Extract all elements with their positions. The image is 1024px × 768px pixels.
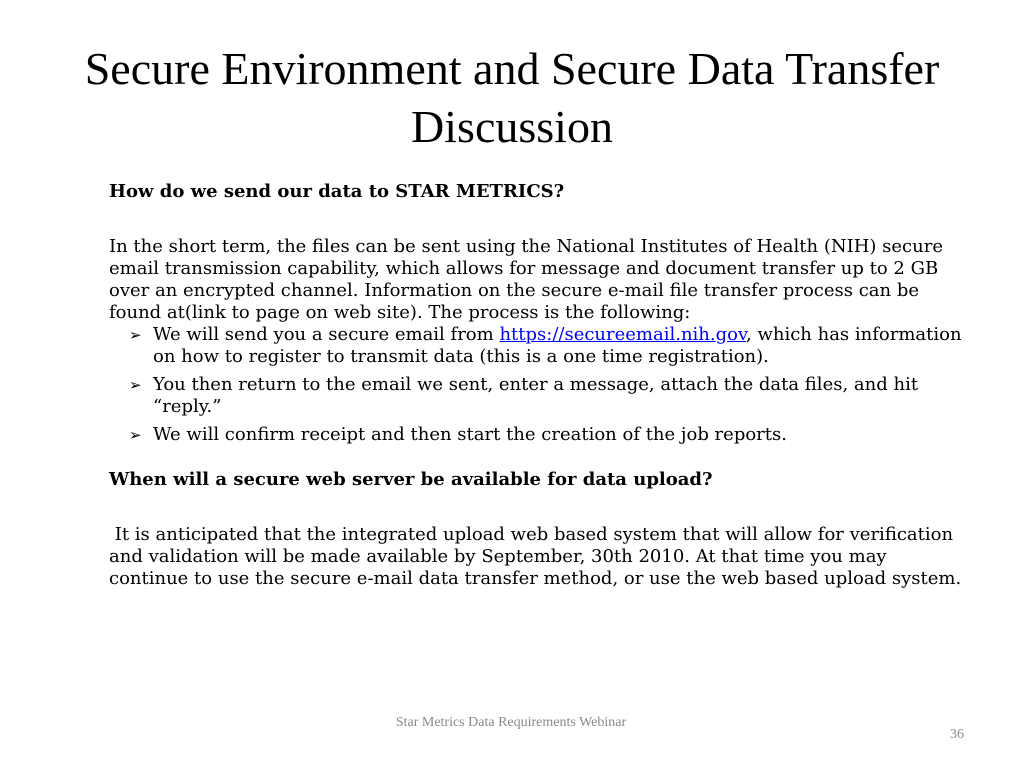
- answer-web-server: It is anticipated that the integrated upload web based system that will allow for verification and validation will be made available by September, 30th 2010. At that time you may continue to use the secure e-mail data transfer method, or use the web based upload system.: [109, 524, 962, 589]
- footer-title: Star Metrics Data Requirements Webinar: [395, 715, 627, 730]
- slide-title: Secure Environment and Secure Data Transfer Discussion: [84, 43, 940, 152]
- page-number: 36: [950, 727, 964, 742]
- bullet-text: , which has information on how to register to transmit data (this is a one time registration).: [153, 324, 962, 367]
- process-steps-list: [129, 324, 969, 446]
- question-send-data: How do we send our data to STAR METRICS?: [109, 181, 565, 202]
- bullet-text: We will send you a secure email from: [153, 324, 500, 345]
- arrow-bullet-icon: ➢: [129, 376, 142, 394]
- slide-content: [109, 181, 969, 590]
- question-web-server: When will a secure web server be available for data upload?: [109, 469, 713, 490]
- bullet-text: We will confirm receipt and then start the creation of the job reports.: [153, 424, 787, 445]
- list-item: [129, 324, 969, 368]
- list-item: [129, 374, 969, 418]
- list-item: [129, 424, 969, 446]
- arrow-bullet-icon: ➢: [129, 426, 142, 444]
- answer-send-data: In the short term, the files can be sent using the National Institutes of Health (NIH) secure email transmission capability, which allows for message and document transfer up to 2 GB over an encrypted channel. Information on the secure e-mail file transfer process can be found at(link to page on web site). The process is the following:: [109, 236, 943, 323]
- bullet-text: You then return to the email we sent, enter a message, attach the data files, and hit “reply.”: [153, 374, 919, 417]
- arrow-bullet-icon: ➢: [129, 326, 142, 344]
- secure-email-link[interactable]: https://secureemail.nih.gov: [499, 324, 747, 345]
